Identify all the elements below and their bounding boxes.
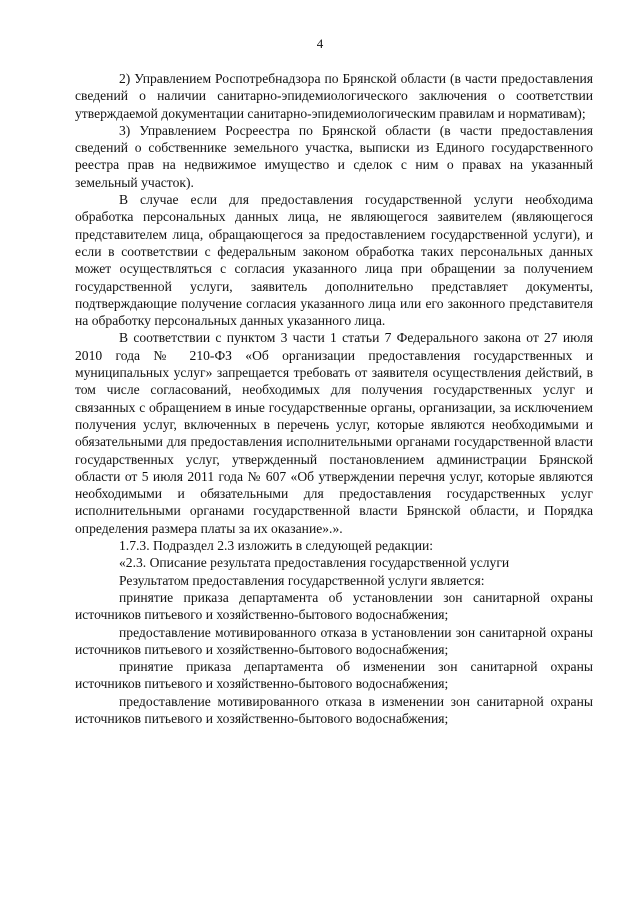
paragraph-personal-data: В случае если для предоставления государственной услуги необходима обработка персональных данных лица, не являющегося заявителем (являющегося представителем лица, обращающегося за предоставлением государственной услуги), и если в соответствии с федеральным законом обработка таких персональных данных может осуществляться с согласия указанного лица при обращении за получением государственной услуги, заявитель дополнительно представляет документы, подтверждающие получение согласия указанного лица или его законного представителя на обработку персональных данных указанного лица. bbox=[75, 192, 593, 329]
paragraph-result-item-2: предоставление мотивированного отказа в установлении зон санитарной охраны источников питьевого и хозяйственно-бытового водоснабжения; bbox=[75, 624, 593, 657]
paragraph-federal-law: В соответствии с пунктом 3 части 1 статьи 7 Федерального закона от 27 июля 2010 года № 210-ФЗ «Об организации предоставления государственных и муниципальных услуг» запрещается требовать от заявителя осуществления действий, в том числе согласований, необходимых для получения государственных услуг и связанных с обращением в иные государственные органы, организации, за исключением получения услуг, включенных в перечень услуг, которые являются необходимыми и обязательными для предоставления исполнительными органами государственной власти государственных услуг, утвержденный постановлением администрации Брянской области от 5 июля 2011 года № 607 «Об утверждении перечня услуг, которые являются необходимыми и обязательными для предоставления государственных услуг исполнительными органами государственной власти Брянской области, и Порядка определения размера платы за их оказание».». bbox=[75, 330, 593, 536]
page-number: 4 bbox=[316, 36, 324, 51]
document-body bbox=[75, 70, 593, 727]
paragraph-rosreestr: 3) Управлением Росреестра по Брянской области (в части предоставления сведений о собственнике земельного участка, выписки из Единого государственного реестра прав на недвижимое имущество и сделок с ним о правах на указанный земельный участок). bbox=[75, 122, 593, 190]
paragraph-result-item-1: принятие приказа департамента об установлении зон санитарной охраны источников питьевого и хозяйственно-бытового водоснабжения; bbox=[75, 589, 593, 623]
paragraph-subsection-amendment: 1.7.3. Подраздел 2.3 изложить в следующей редакции: bbox=[119, 538, 434, 554]
paragraph-result-item-4: предоставление мотивированного отказа в изменении зон санитарной охраны источников питьевого и хозяйственно-бытового водоснабжения; bbox=[75, 693, 593, 726]
paragraph-result-intro: Результатом предоставления государственной услуги является: bbox=[119, 572, 485, 588]
paragraph-rospotrebnadzor: 2) Управлением Роспотребнадзора по Брянской области (в части предоставления сведений о наличии санитарно-эпидемиологического заключения о соответствии утверждаемой документации санитарно-эпидемиологическим правилам и нормативам); bbox=[75, 71, 593, 121]
paragraph-section-heading: «2.3. Описание результата предоставления государственной услуги bbox=[119, 555, 510, 571]
paragraph-result-item-3: принятие приказа департамента об изменении зон санитарной охраны источников питьевого и хозяйственно-бытового водоснабжения; bbox=[75, 659, 593, 692]
